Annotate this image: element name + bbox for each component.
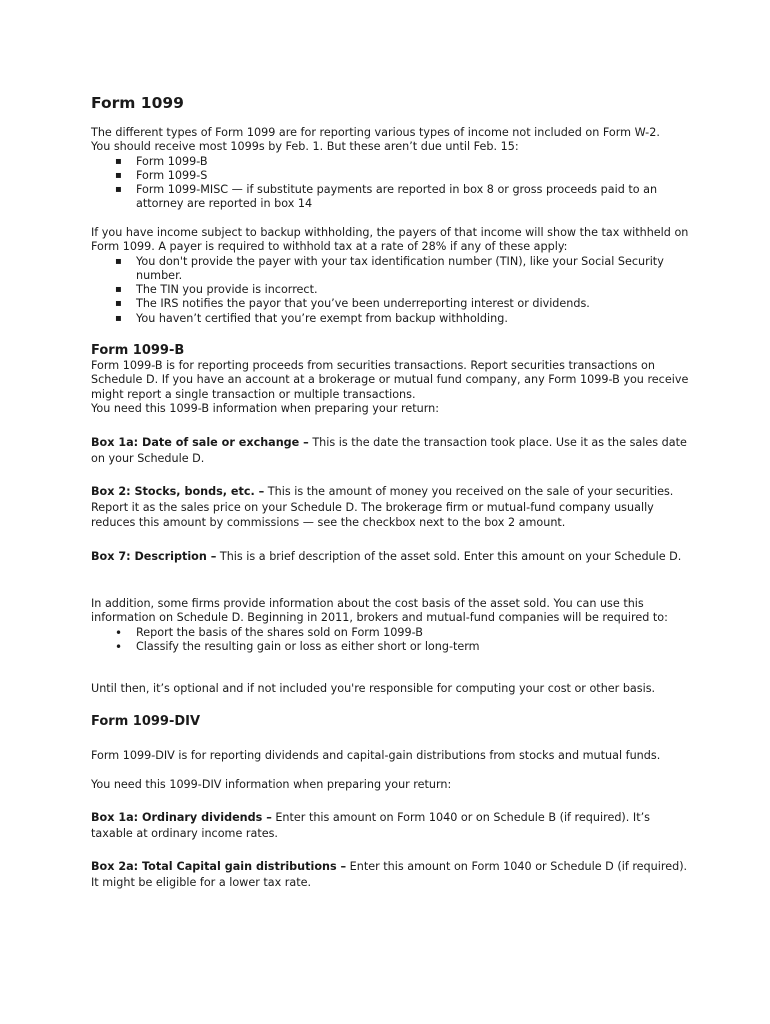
div-box-2a-text: Enter this amount on Form 1040 or Schedule D (if required). It might be eligible for a lower tax rate. <box>91 860 688 889</box>
box-1a-text: This is the date the transaction took place. Use it as the sales date on your Schedule D. <box>91 436 687 465</box>
form-1099-b-paragraph: Form 1099-B is for reporting proceeds from securities transactions. Report securities transactions on Schedule D. If you have an account at a brokerage or mutual fund company, any Form 1099-B you receive might report a single transaction or multiple transactions. <box>91 359 689 401</box>
page-title: Form 1099 <box>91 94 184 112</box>
box-1a-label: Box 1a: Date of sale or exchange – <box>91 436 309 449</box>
section-heading-1099-b: Form 1099-B <box>91 343 185 358</box>
list-item: ▪ You haven’t certified that you’re exempt from backup withholding. <box>91 312 691 326</box>
div-box-1a-label: Box 1a: Ordinary dividends – <box>91 811 272 824</box>
form-1099-b-need: You need this 1099-B information when preparing your return: <box>91 401 439 415</box>
form-1099-div-paragraph: Form 1099-DIV is for reporting dividends and capital-gain distributions from stocks and mutual funds. <box>91 749 661 762</box>
form-type-list <box>91 155 691 212</box>
box-2-text: This is the amount of money you received on the sale of your securities. Report it as the sales price on your Schedule D. The brokerage firm or mutual-fund company usually reduces this amount by commissions — see the checkbox next to the box 2 amount. <box>91 485 674 529</box>
list-item: ▪ Form 1099-B <box>91 155 691 169</box>
list-item: ▪ Form 1099-MISC — if substitute payments are reported in box 8 or gross proceeds paid to an attorney are reported in box 14 <box>91 183 691 212</box>
box-7-label: Box 7: Description – <box>91 550 217 563</box>
cost-basis-paragraph: In addition, some firms provide information about the cost basis of the asset sold. You can use this information on Schedule D. Beginning in 2011, brokers and mutual-fund companies will be required to: <box>91 597 668 625</box>
form-1099-div-need: You need this 1099-DIV information when preparing your return: <box>91 778 452 791</box>
list-item: ▪ You don't provide the payer with your tax identification number (TIN), like your Social Security number. <box>91 255 691 284</box>
div-box-1a-description <box>91 810 691 841</box>
backup-withholding-section <box>91 226 691 326</box>
box-7-text: This is a brief description of the asset sold. Enter this amount on your Schedule D. <box>216 550 682 563</box>
list-item: • Classify the resulting gain or loss as either short or long-term <box>91 640 691 654</box>
intro-line-1: The different types of Form 1099 are for reporting various types of income not included on Form W-2. <box>91 126 660 139</box>
div-box-2a-label: Box 2a: Total Capital gain distributions – <box>91 860 347 873</box>
cost-basis-section <box>91 597 691 654</box>
list-item: • Report the basis of the shares sold on Form 1099-B <box>91 626 691 640</box>
section-heading-1099-div: Form 1099-DIV <box>91 714 201 729</box>
box-7-description <box>91 549 691 565</box>
until-then-paragraph: Until then, it’s optional and if not included you're responsible for computing your cost or other basis. <box>91 682 656 695</box>
box-2-description <box>91 484 691 531</box>
form-1099-b-intro <box>91 359 691 416</box>
div-box-1a-text: Enter this amount on Form 1040 or on Schedule B (if required). It’s taxable at ordinary income rates. <box>91 811 650 840</box>
backup-paragraph: If you have income subject to backup withholding, the payers of that income will show the tax withheld on Form 1099. A payer is required to withhold tax at a rate of 28% if any of these apply: <box>91 226 689 254</box>
cost-basis-list <box>91 626 691 655</box>
list-item: ▪ The TIN you provide is incorrect. <box>91 283 691 297</box>
div-box-2a-description <box>91 859 691 890</box>
box-1a-description <box>91 435 691 466</box>
intro-line-2: You should receive most 1099s by Feb. 1. But these aren’t due until Feb. 15: <box>91 140 519 154</box>
intro-section <box>91 126 691 212</box>
backup-conditions-list <box>91 255 691 326</box>
list-item: ▪ The IRS notifies the payor that you’ve been underreporting interest or dividends. <box>91 297 691 311</box>
box-2-label: Box 2: Stocks, bonds, etc. – <box>91 485 265 498</box>
list-item: ▪ Form 1099-S <box>91 169 691 183</box>
